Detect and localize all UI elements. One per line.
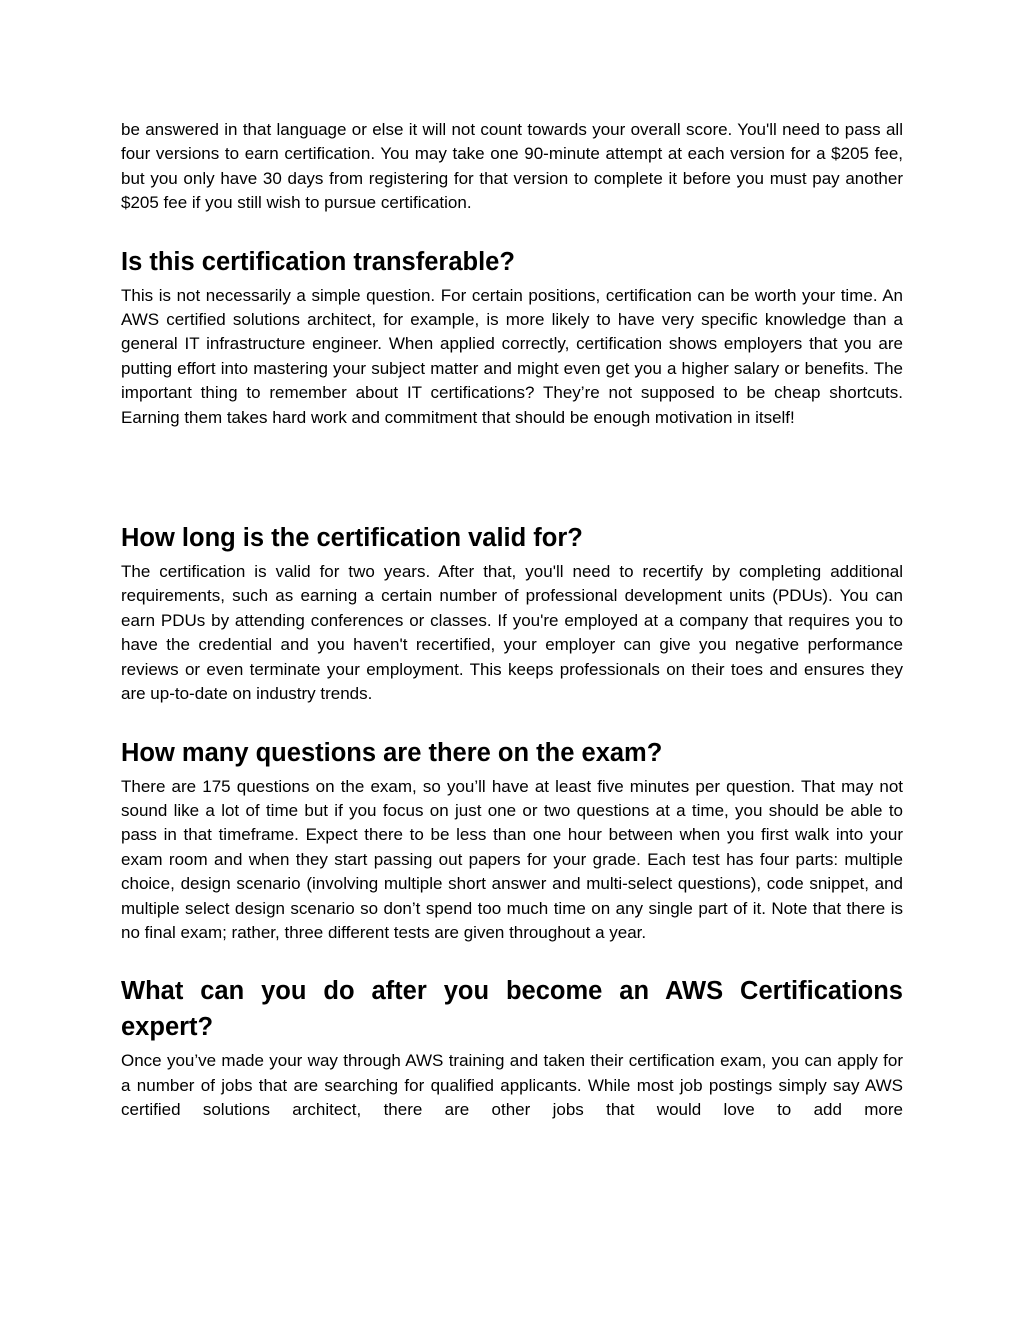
- document-page: [121, 118, 903, 1123]
- intro-paragraph: be answered in that language or else it will not count towards your overall score. You'll need to pass all four versions to earn certification. You may take one 90-minute attempt at each version for a $205 fee, but you only have 30 days from registering for that version to complete it before you must pay another $205 fee if you still wish to pursue certification.: [121, 120, 903, 213]
- heading-validity: How long is the certification valid for?: [121, 524, 583, 553]
- heading-after-certification: What can you do after you become an AWS Certifications expert?: [121, 977, 903, 1042]
- heading-transferable: Is this certification transferable?: [121, 247, 515, 276]
- paragraph-after-certification: Once you’ve made your way through AWS training and taken their certification exam, you can apply for a number of jobs that are searching for qualified applicants. While most job postings simply say AWS certified solutions architect, there are other jobs that would love to add more: [121, 1051, 903, 1120]
- paragraph-transferable: This is not necessarily a simple question. For certain positions, certification can be worth your time. An AWS certified solutions architect, for example, is more likely to have very specific knowledge than a general IT infrastructure engineer. When applied correctly, certification shows employers that you are putting effort into mastering your subject matter and might even get you a higher salary or benefits. The important thing to remember about IT certifications? They’re not supposed to be cheap shortcuts. Earning them takes hard work and commitment that should be enough motivation in itself!: [121, 285, 903, 427]
- paragraph-exam-questions: There are 175 questions on the exam, so you’ll have at least five minutes per question. That may not sound like a lot of time but if you focus on just one or two questions at a time, you should be able to pass in that timeframe. Expect there to be less than one hour between when you first walk into your exam room and when they start passing out papers for your grade. Each test has four parts: multiple choice, design scenario (involving multiple short answer and multi-select questions), code snippet, and multiple select design scenario so don’t spend too much time on any single part of it. Note that there is no final exam; rather, three different tests are given throughout a year.: [121, 776, 903, 942]
- paragraph-validity: The certification is valid for two years. After that, you'll need to recertify by completing additional requirements, such as earning a certain number of professional development units (PDUs). You can earn PDUs by attending conferences or classes. If you're employed at a company that requires you to have the credential and you haven't recertified, your employer can give you negative performance reviews or even terminate your employment. This keeps professionals on their toes and ensures they are up-to-date on industry trends.: [121, 562, 903, 704]
- heading-exam-questions: How many questions are there on the exam?: [121, 738, 663, 767]
